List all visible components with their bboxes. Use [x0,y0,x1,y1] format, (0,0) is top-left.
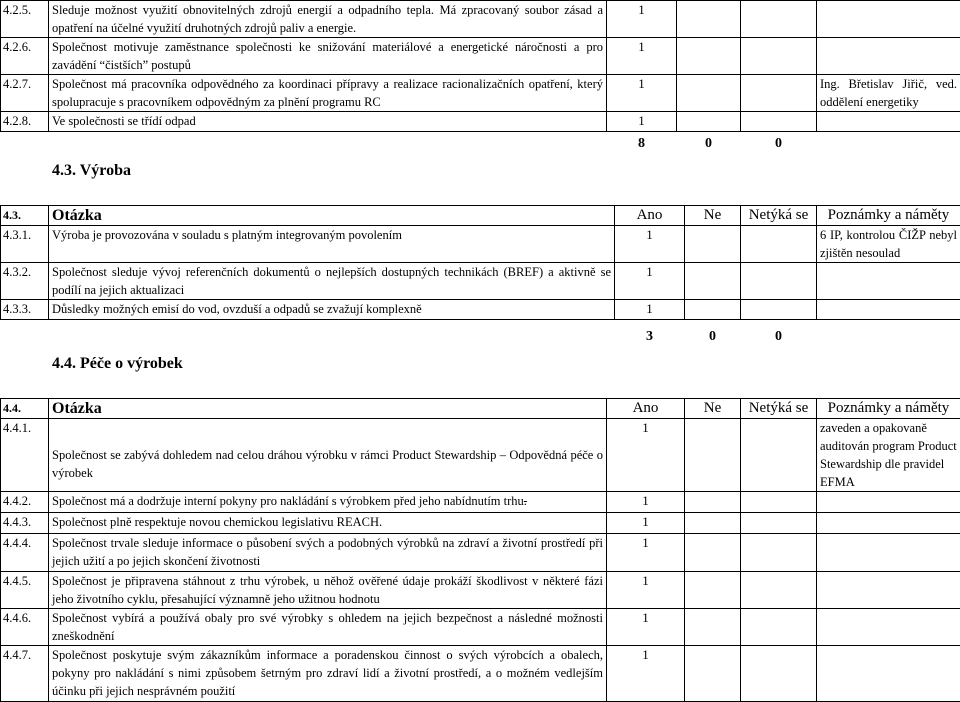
answer-ne [685,513,741,534]
answer-ano: 1 [607,609,685,646]
answer-ne [677,1,741,38]
question-text [49,419,607,492]
answer-ne [677,38,741,75]
sum-netyka: 0 [741,320,817,346]
notes-cell [817,534,960,572]
answer-ne [685,534,741,572]
row-number: 4.4.5. [1,572,49,609]
table-row [1,513,960,534]
answer-ne [685,609,741,646]
answer-ano: 1 [607,1,677,38]
answer-ano: 1 [607,572,685,609]
answer-netyka [741,419,817,492]
question-text: Ve společnosti se třídí odpad [49,112,607,132]
notes-cell: zaveden a opakovaně auditován program Product Stewardship dle pravidel EFMA [817,419,960,492]
row-number: 4.3.2. [1,263,49,300]
answer-ne [685,646,741,702]
question-text: Výroba je provozována v souladu s platným integrovaným povolením [49,226,615,263]
notes-cell [817,1,960,38]
row-number: 4.4.3. [1,513,49,534]
sum-ano: 8 [607,132,677,156]
sum-row [1,132,960,156]
question-text: Společnost trvale sleduje informace o působení svých a podobných výrobků na zdraví a životní prostředí při jejich užití a po jejich skončení životnosti [49,534,607,572]
answer-ne [677,112,741,132]
section-title: 4.4. Péče o výrobek [52,355,183,373]
answer-netyka [741,646,817,702]
answer-ano: 1 [615,300,685,320]
answer-netyka [741,572,817,609]
answer-ano: 1 [607,38,677,75]
table-row [1,492,960,513]
row-number: 4.4.4. [1,534,49,572]
answer-netyka [741,534,817,572]
answer-netyka [741,75,817,112]
answer-ne [685,492,741,513]
notes-cell [817,609,960,646]
answer-ne [677,75,741,112]
header-number: 4.4. [1,399,49,419]
question-text: Sleduje možnost využití obnovitelných zdrojů energií a odpadního tepla. Má zpracovaný soubor zásad a opatření na účelné využití druhotných zdrojů paliv a energie. [49,1,607,38]
header-question: Otázka [49,206,615,226]
sum-ano: 3 [615,320,685,346]
notes-cell [817,38,960,75]
answer-netyka [741,300,817,320]
table-row [1,112,960,132]
notes-cell [817,646,960,702]
table-row [1,75,960,112]
notes-cell [817,513,960,534]
answer-ne [685,263,741,300]
row-number: 4.2.8. [1,112,49,132]
answer-ano: 1 [607,419,685,492]
answer-netyka [741,38,817,75]
answer-netyka [741,492,817,513]
answer-ano: 1 [615,263,685,300]
question-text: Společnost je připravena stáhnout z trhu výrobek, u něhož ověřené údaje prokáží škodlivost v některé fázi jeho životního cyklu, přesahující významně jeho užitnou hodnotu [49,572,607,609]
answer-ano: 1 [607,646,685,702]
row-number: 4.2.5. [1,1,49,38]
row-number: 4.2.7. [1,75,49,112]
question-text: Společnost plně respektuje novou chemickou legislativu REACH. [49,513,607,534]
table-row [1,226,960,263]
notes-cell [817,263,960,300]
answer-ne [685,419,741,492]
header-number: 4.3. [1,206,49,226]
struck-period: . [524,494,527,508]
row-number: 4.4.6. [1,609,49,646]
row-number: 4.2.6. [1,38,49,75]
sum-ne: 0 [685,320,741,346]
header-notes: Poznámky a náměty [817,399,960,419]
header-netyka: Netýká se [741,206,817,226]
question-text: Společnost má pracovníka odpovědného za koordinaci přípravy a realizace racionalizačních opatření, který spolupracuje s pracovníkem odpovědným za plnění programu RC [49,75,607,112]
row-number: 4.3.1. [1,226,49,263]
answer-ano: 1 [615,226,685,263]
question-text-content: Společnost se zabývá dohledem nad celou dráhou výrobku v rámci Product Stewardship – Odpovědná péče o výrobek [52,448,603,480]
table-row [1,419,960,492]
answer-ne [685,572,741,609]
answer-ne [685,300,741,320]
answer-netyka [741,263,817,300]
answer-ne [685,226,741,263]
question-text [49,492,607,513]
header-notes: Poznámky a náměty [817,206,960,226]
sum-row [1,320,960,346]
row-number: 4.4.2. [1,492,49,513]
table-4-4 [0,398,960,702]
answer-ano: 1 [607,492,685,513]
row-number: 4.4.7. [1,646,49,702]
table-4-2 [0,0,960,156]
row-number: 4.3.3. [1,300,49,320]
table-row [1,300,960,320]
table-header [1,206,960,226]
answer-netyka [741,1,817,38]
table-row [1,609,960,646]
header-ano: Ano [615,206,685,226]
question-text: Společnost vybírá a používá obaly pro své výrobky s ohledem na jejich bezpečnost a následné možnosti zneškodnění [49,609,607,646]
section-title: 4.3. Výroba [52,162,131,180]
answer-ano: 1 [607,513,685,534]
sum-ne: 0 [677,132,741,156]
table-row [1,534,960,572]
answer-ano: 1 [607,112,677,132]
notes-cell [817,112,960,132]
notes-cell [817,300,960,320]
header-netyka: Netýká se [741,399,817,419]
table-row [1,38,960,75]
header-ne: Ne [685,206,741,226]
answer-ano: 1 [607,75,677,112]
table-row [1,1,960,38]
header-question: Otázka [49,399,607,419]
table-row [1,572,960,609]
question-text: Společnost sleduje vývoj referenčních dokumentů o nejlepších dostupných technikách (BREF) a aktivně se podílí na jejich aktualizaci [49,263,615,300]
notes-cell [817,572,960,609]
header-ne: Ne [685,399,741,419]
table-header [1,399,960,419]
notes-cell: Ing. Břetislav Jiřič, ved. oddělení energetiky [817,75,960,112]
question-text: Společnost motivuje zaměstnance společnosti ke snižování materiálové a energetické náročnosti a pro zavádění “čistších” postupů [49,38,607,75]
answer-netyka [741,112,817,132]
sum-netyka: 0 [741,132,817,156]
answer-netyka [741,226,817,263]
answer-netyka [741,513,817,534]
question-text: Důsledky možných emisí do vod, ovzduší a odpadů se zvažují komplexně [49,300,615,320]
table-row [1,263,960,300]
notes-cell [817,492,960,513]
header-ano: Ano [607,399,685,419]
question-text: Společnost poskytuje svým zákazníkům informace a poradenskou činnost o svých výrobcích a obalech, pokyny pro nakládání s nimi způsobem šetrným pro zdraví lidí a životní prostředí, a o možném vedlejším účinku při jejich nesprávném použití [49,646,607,702]
table-row [1,646,960,702]
answer-ano: 1 [607,534,685,572]
table-4-3 [0,205,960,346]
question-text-content: Společnost má a dodržuje interní pokyny pro nakládání s výrobkem před jeho nabídnutím trhu [52,494,524,508]
row-number: 4.4.1. [1,419,49,492]
answer-netyka [741,609,817,646]
notes-cell: 6 IP, kontrolou ČIŽP nebyl zjištěn nesoulad [817,226,960,263]
